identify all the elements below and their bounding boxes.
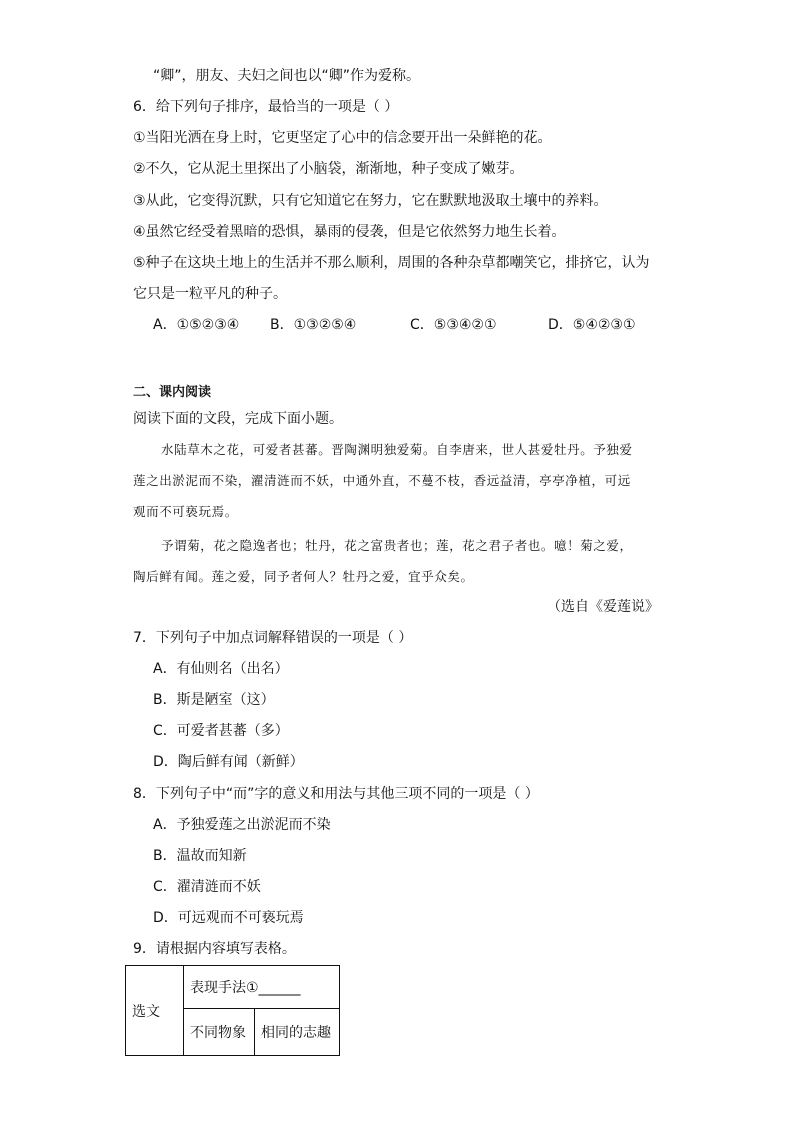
q7-option-d: D．陶后鲜有闻（新鲜） xyxy=(153,754,304,770)
q6-sentence-2: ②不久，它从泥土里探出了小脑袋，渐渐地，种子变成了嫩芽。 xyxy=(133,161,524,177)
q6-option-b: B．①③②⑤④ xyxy=(270,317,357,333)
q8-option-d: D．可远观而不可亵玩焉 xyxy=(153,910,304,926)
passage-source: （选自《爱莲说》 xyxy=(547,599,659,615)
table-different-objects: 不同物象 xyxy=(184,1009,255,1056)
q6-sentence-3: ③从此，它变得沉默，只有它知道它在努力，它在默默地汲取土壤中的养料。 xyxy=(133,193,608,209)
q6-option-c: C．⑤③④②① xyxy=(410,317,497,333)
q6-sentence-5: ⑤种子在这块土地上的生活并不那么顺利，周围的各种杂草都嘲笑它，排挤它，认为 xyxy=(133,255,650,271)
table-technique-cell[interactable]: 表现手法①______ xyxy=(184,966,340,1009)
passage-line: 莲之出淤泥而不染，濯清涟而不妖，中通外直，不蔓不枝，香远益清，亭亭净植，可远 xyxy=(133,473,631,488)
q7-option-a: A．有仙则名（出名） xyxy=(153,661,289,677)
section-2-instruction: 阅读下面的文段，完成下面小题。 xyxy=(133,411,343,427)
q7-option-b: B．斯是陋室（这） xyxy=(153,692,275,708)
q7-stem: 7．下列句子中加点词解释错误的一项是（ ） xyxy=(133,630,413,646)
q8-option-c: C．濯清涟而不妖 xyxy=(153,879,261,895)
table-row-header: 选文 xyxy=(126,966,184,1056)
answer-table xyxy=(125,965,340,1056)
q9-stem: 9．请根据内容填写表格。 xyxy=(133,941,296,957)
q8-stem: 8．下列句子中“而”字的意义和用法与其他三项不同的一项是（ ） xyxy=(133,786,539,802)
q6-sentence-4: ④虽然它经受着黑暗的恐惧，暴雨的侵袭，但是它依然努力地生长着。 xyxy=(133,224,566,240)
section-2-title: 二、课内阅读 xyxy=(133,385,212,400)
intro-tail-line: “卿”，朋友、夫妇之间也以“卿”作为爱称。 xyxy=(153,68,421,84)
q8-option-b: B．温故而知新 xyxy=(153,848,247,864)
q8-option-a: A．予独爱莲之出淤泥而不染 xyxy=(153,817,331,833)
passage-line: 予谓菊，花之隐逸者也；牡丹，花之富贵者也；莲，花之君子者也。噫！菊之爱， xyxy=(161,538,633,553)
q6-sentence-1: ①当阳光洒在身上时，它更坚定了心中的信念要开出一朵鲜艳的花。 xyxy=(133,130,552,146)
passage-line: 水陆草木之花，可爱者甚蕃。晋陶渊明独爱菊。自李唐来，世人甚爱牡丹。予独爱 xyxy=(161,442,633,457)
passage-line: 陶后鲜有闻。莲之爱，同予者何人？牡丹之爱，宜乎众矣。 xyxy=(133,569,474,584)
q6-sentence-5-cont: 它只是一粒平凡的种子。 xyxy=(133,286,287,302)
q6-option-a: A．①⑤②③④ xyxy=(153,317,240,333)
q7-option-c: C．可爱者甚蕃（多） xyxy=(153,723,289,739)
q6-stem: 6．给下列句子排序，最恰当的一项是（ ） xyxy=(133,99,399,115)
passage-line: 观而不可亵玩焉。 xyxy=(133,504,238,519)
q6-option-d: D．⑤④②③① xyxy=(548,317,636,333)
table-same-interest: 相同的志趣 xyxy=(255,1009,340,1056)
